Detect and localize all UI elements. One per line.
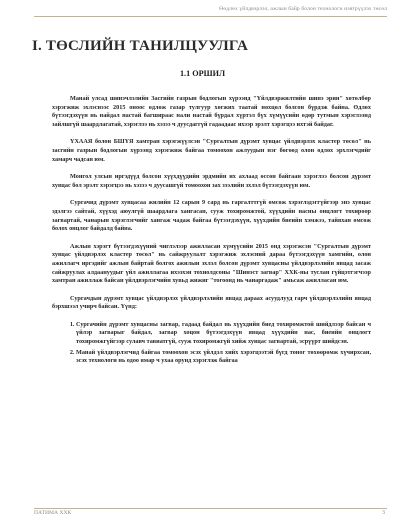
numbered-list — [52, 321, 371, 366]
page-number: 3 — [382, 510, 385, 516]
paragraph: ҮХААЯ болон БШҮЯ хамтран хэрэгжүүлсэн "Сургалтын дүрэмт хувцас үйлдвэрлэх кластер төсөл" нь засгийн газрын бодлогын хүрээнд хэрэгжиж байгаа томоохон ажлуудын нэг бөгөөд олон өдлөх эрхлэгчдийг хамарч чадсан юм. — [52, 138, 371, 163]
section-title: 1.1 ОРШИЛ — [179, 69, 226, 78]
paragraph: Ажлын хэрэгт бүтээгдэхүүний чиглэлээр ажилласан хүмүүсийн 2015 онд хэрэгжсэн "Сургалтын дүрэмт хувцас үйлдвэрлэх кластер төсөл" нь сайжруулалт хэрэгжиж эхлэсний дараа бүтээгдэхүүн хамгийн, олон ажиллагч иргэдийг ажлын байртай болгох ажилын эхлэл болсон дүрэмт хувцасны үйлдвэрлэлийн явцад засаж сайжруулах алдаануудыг үйл ажиллагаа ихээхэн тохиолдсоны "Шинэст загвар" ХХК-ны туслан гүйцэтгэгчээр хамтран ажиллаж байсан үйлдвэрлэгчийн хувьд жижиг "тогоонд нь чанаргадаж" амьсаж ажилласан юм. — [52, 242, 371, 285]
chapter-title: I. ТӨСЛИЙН ТАНИЛЦУУЛГА — [32, 38, 249, 54]
header-divider — [34, 16, 387, 17]
list-item: 2. Манай үйлдвэрлэгчид байгаа томоохон эсэх үйлдэл хийх хэрэгцээтэй бүгд тоног төхөөрөмж хүчирхсан, эсэх технологи нь одоо ямар ч ухаа орунд хэрэглэж байгаа — [76, 349, 371, 366]
list-item: 1. Сургачийн дүрэмт хувцасны загвар, гадаад байдал нь хүүхдийн биед тохиромжтой шийдлээр байсан ч үйлэр загварыг байдал, загвар хоцон бүтээгдэхүүн явцад хүүхдийн нас, биеийн онцлогт тохиромжгүйгээр сулавч тавиатгүй, сууж тохиромжгүй хийж хувцас загвартай, эсрүүрт шийдсэн. — [76, 321, 371, 347]
running-header: Өөдлөх үйлдвэрлэл, ажлын байр болон технологи нэвтрүүлэх төсөл — [219, 6, 387, 12]
footer-divider — [34, 508, 387, 509]
paragraph: Манай улсад шинэчлэлийн Засгийн газрын бодлогын хүрээнд "Үйлдвэржилтийн шинэ эрин" хөтөлбөр хэрэгжиж эхлэснээс 2015 оноос өдлөж газар тулгуур хөгжих таатай нөхцөл болсон бүрдэж байна. Өдлөх бүтээгдэхүүн нь найдал настай багшираас нали настай бүрдал хүртэл бүх хүмүүсийн өдөр тутмын хэрэглээнд зайлшгүй шаардлагатай, хэрэглээ нь хэзээ ч дуусдаггүй гадаадаас ихээр эрэлт хэрэгцээ ихтэй байдаг. — [52, 95, 371, 128]
paragraph: Монгол улсын иргэдүүд болсон хүүхдүүдийн эрдмийн их ахлаад өссөн байгаан хэрэглээ болсон дүрэмт хувцас бол эрэлт хэрэгцээ нь хэзээ ч дуусашгүй томоохон зах зээлийн эхлэл бүтээгдэхүүн юм. — [52, 173, 371, 189]
document-body — [52, 95, 371, 368]
paragraph: Сургачдын дүрэмт хувцас үйлдвэрлэх үйлдвэрлэлийн явцад дараах асуудлууд гарч үйлдвэрлэлийн явцад бэрхшээл учирч байсан. Үүнд: — [52, 294, 371, 311]
paragraph: Сургачид дүрэмт хувцасаа жилийн 12 сарын 9 сард нь гаргалттгүй өмсөж хэрэглэдэггүйгээр энэ хувцас эдэлгээ сайтай, хүүхэд аюулгүй шаардлага хангасан, сууж тохиромжтой, хүүхдийн насны онцлогт тохироор загвартай, чанарын хэрэглэгчийг хангаж чадаж байгаа бүтээгдэхүүн, хүүхдийн биеийн хэмжээ, тайвхан өмсөж болох онцлог байдалд байна. — [52, 199, 371, 233]
footer-company: ПАТИМА ХХК — [34, 510, 72, 516]
